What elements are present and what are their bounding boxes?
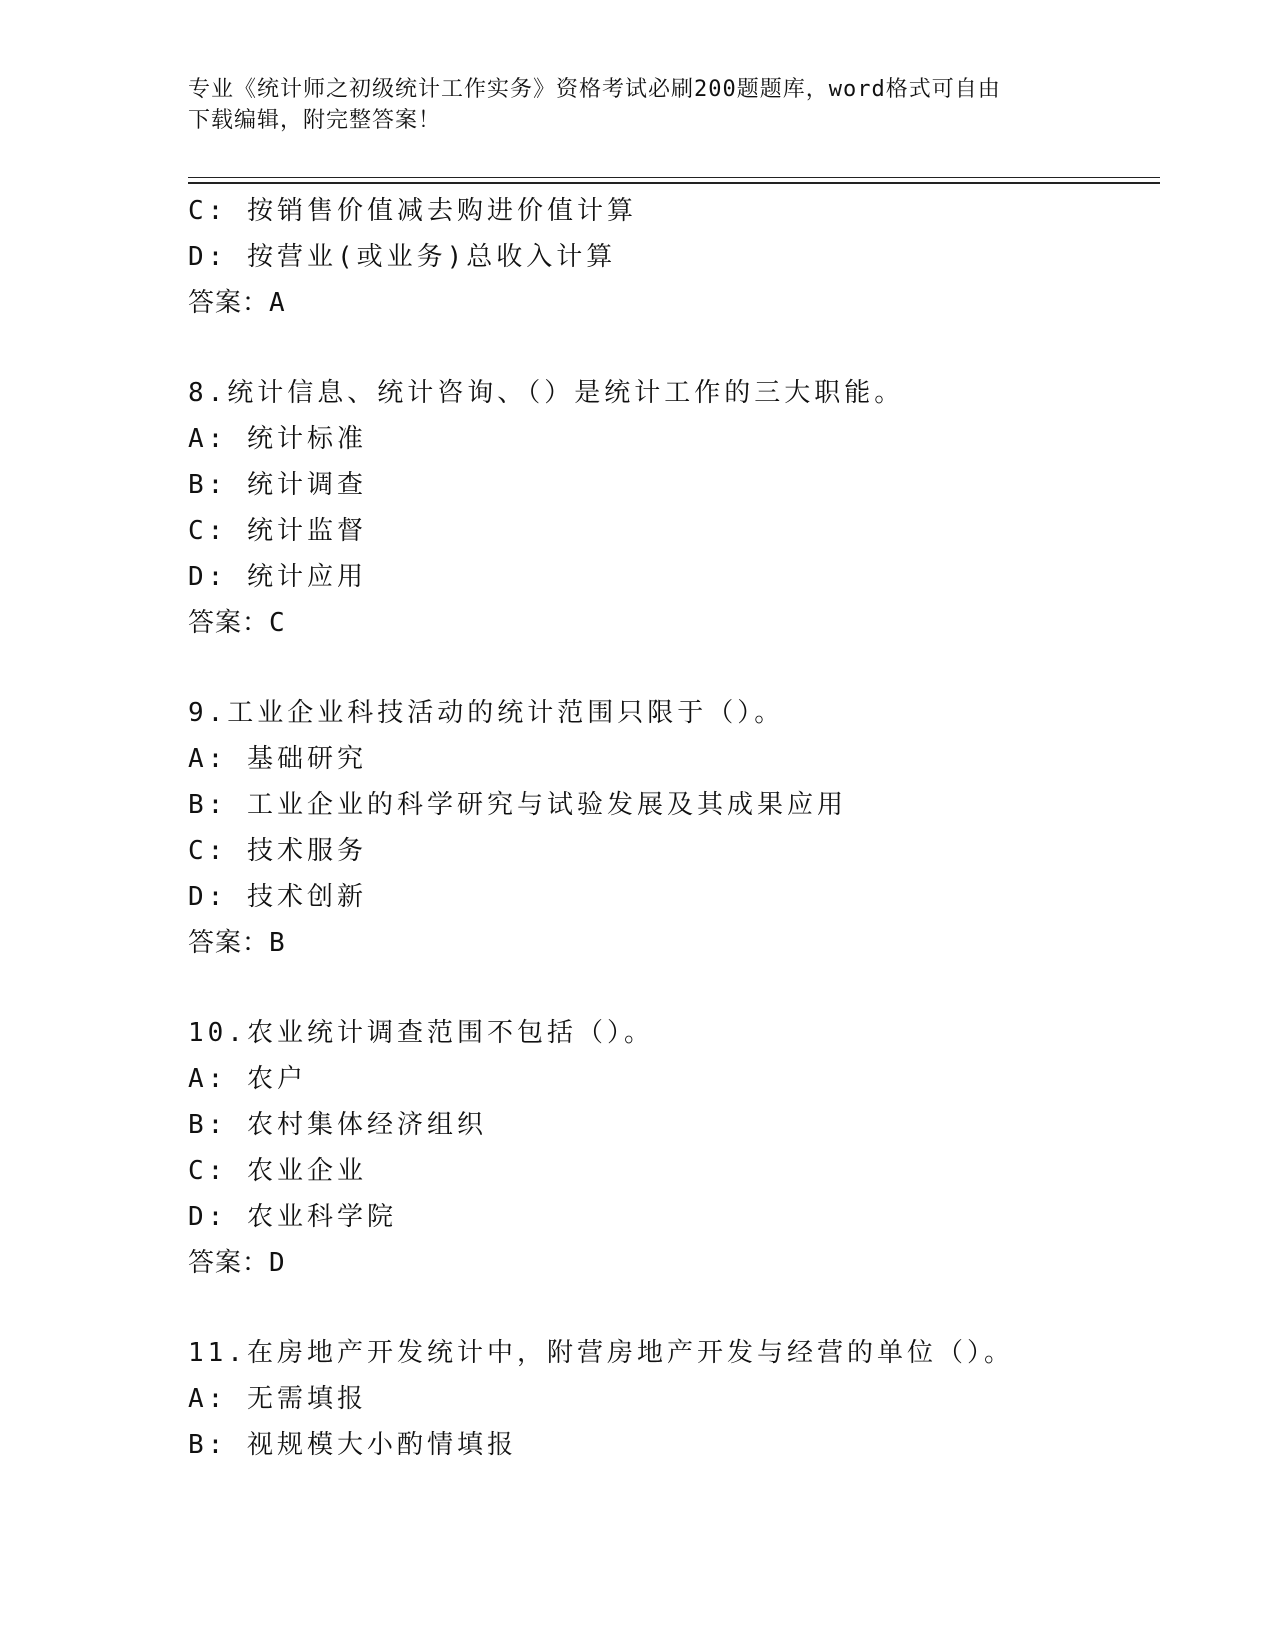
- spacer: [188, 646, 1160, 690]
- answer-value: B: [269, 928, 286, 958]
- option-d: D: 按营业(或业务)总收入计算: [188, 242, 617, 272]
- answer-line: [188, 1240, 1160, 1286]
- question-block-10: [188, 1010, 1160, 1286]
- question-stem: 9.工业企业科技活动的统计范围只限于（）。: [188, 698, 785, 728]
- question-list: [188, 188, 1160, 1468]
- spacer: [188, 1286, 1160, 1330]
- answer-line: [188, 600, 1160, 646]
- question-block-8: [188, 370, 1160, 646]
- header-rule-thick: [188, 182, 1160, 184]
- option-b: B: 农村集体经济组织: [188, 1110, 487, 1140]
- option-d: D: 统计应用: [188, 562, 367, 592]
- answer-line: [188, 920, 1160, 966]
- option-c: C: 统计监督: [188, 516, 367, 546]
- option-b: B: 工业企业的科学研究与试验发展及其成果应用: [188, 790, 847, 820]
- question-block-prev: [188, 188, 1160, 326]
- option-c: C: 技术服务: [188, 836, 367, 866]
- option-a: A: 统计标准: [188, 424, 367, 454]
- document-header: [188, 74, 1088, 136]
- answer-value: A: [269, 288, 286, 318]
- question-block-9: [188, 690, 1160, 966]
- answer-label: 答案：: [188, 608, 270, 638]
- option-b: B: 统计调查: [188, 470, 367, 500]
- answer-label: 答案：: [188, 928, 270, 958]
- answer-line: [188, 280, 1160, 326]
- option-a: A: 农户: [188, 1064, 307, 1094]
- header-rule-thin: [188, 177, 1160, 178]
- option-a: A: 无需填报: [188, 1384, 367, 1414]
- question-stem: 11.在房地产开发统计中，附营房地产开发与经营的单位（）。: [188, 1338, 1014, 1368]
- option-c: C: 农业企业: [188, 1156, 367, 1186]
- answer-label: 答案：: [188, 288, 270, 318]
- answer-value: C: [269, 608, 286, 638]
- question-stem: 10.农业统计调查范围不包括（）。: [188, 1018, 654, 1048]
- option-d: D: 农业科学院: [188, 1202, 397, 1232]
- answer-label: 答案：: [188, 1248, 270, 1278]
- header-line-1: 专业《统计师之初级统计工作实务》资格考试必刷200题题库，word格式可自由: [188, 77, 1001, 102]
- option-c: C: 按销售价值减去购进价值计算: [188, 196, 637, 226]
- option-a: A: 基础研究: [188, 744, 367, 774]
- option-b: B: 视规模大小酌情填报: [188, 1430, 517, 1460]
- question-block-11: [188, 1330, 1160, 1468]
- spacer: [188, 966, 1160, 1010]
- option-d: D: 技术创新: [188, 882, 367, 912]
- header-line-2: 下载编辑，附完整答案！: [188, 108, 442, 133]
- spacer: [188, 326, 1160, 370]
- answer-value: D: [269, 1248, 286, 1278]
- question-stem: 8.统计信息、统计咨询、（）是统计工作的三大职能。: [188, 378, 905, 408]
